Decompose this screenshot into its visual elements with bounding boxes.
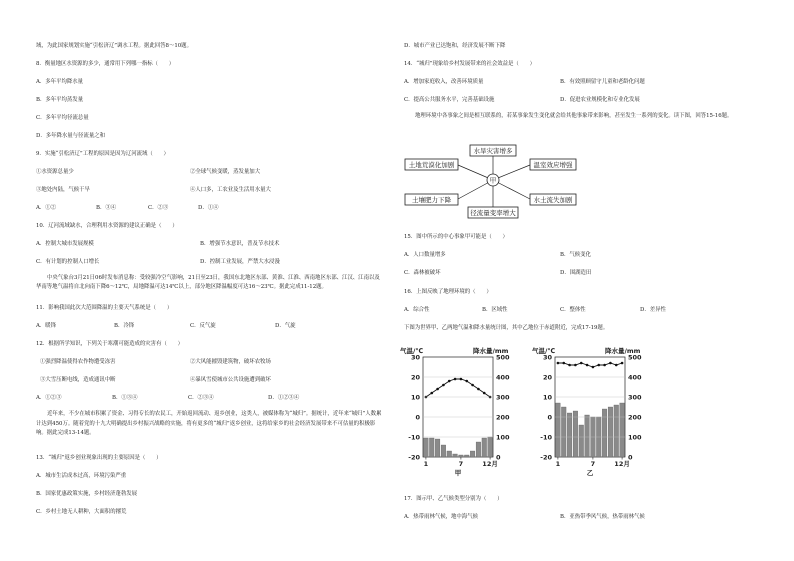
q11-option-d: D．气旋 (275, 323, 296, 329)
node-right-bottom-label: 水土流失加剧 (533, 196, 573, 204)
chart-jia-precip-bar (424, 438, 429, 457)
chart-yi-precip-tick: 400 (628, 373, 642, 382)
chart-yi-precip-bar (620, 403, 625, 457)
chart-jia-temp-point (477, 388, 480, 391)
q16-option-b: B．区域性 (482, 307, 508, 313)
chart-jia-title: 甲 (454, 469, 462, 477)
q8-option-b: B．多年平均蒸发量 (36, 97, 84, 103)
chart-jia-precip-tick: 100 (496, 433, 510, 442)
q10-option-d: D．控制工业发展，严禁大水浸漫 (200, 259, 280, 265)
chart-jia-precip-bar (447, 451, 452, 457)
chart-jia-temp-point (442, 384, 445, 387)
passage-climate: 下图为世界甲、乙两地气温和降水量统计图，其中乙地位于赤道附近，完成17-19题。 (404, 325, 609, 331)
chart-jia-temp-tick: -10 (408, 433, 420, 442)
chart-jia-temp-point (454, 378, 457, 381)
chart-jia-precip-tick: 0 (496, 453, 501, 462)
q17-stem: 17．图示甲、乙气候类型分别为（ ） (404, 496, 503, 502)
chart-yi-temp-point (615, 364, 618, 367)
q13-option-d: D．城市产业已达饱和，经济发展不断下降 (404, 43, 506, 49)
chart-jia-temp-tick: 30 (410, 353, 420, 362)
q9-option-a: A．①② (36, 205, 57, 211)
q9-statement-4: ④人口多，工农业及生活用水量大 (190, 187, 271, 193)
q9-statement-1: ①水资源总量少 (36, 169, 74, 175)
chart-yi-temperature-line (558, 363, 622, 367)
q16-stem: 16．上图反映了地理环境的（ ） (404, 289, 492, 295)
chart-yi-precip-bar (614, 405, 619, 457)
chart-jia-temp-point (471, 384, 474, 387)
climate-chart-jia (398, 340, 518, 480)
q9-option-b: B．③④ (96, 205, 117, 211)
q13-stem: 13．“城归”返乡创业现象出现的主要原因是（ ） (36, 455, 162, 461)
q9-option-c: C．②③ (148, 205, 169, 211)
climate-chart-yi (530, 340, 650, 480)
q16-option-d: D．差异性 (640, 307, 666, 313)
chart-yi-temp-point (580, 362, 583, 365)
chart-yi-temp-tick: -10 (540, 433, 552, 442)
chart-jia-precip-axis-title: 降水量/mm (473, 347, 509, 355)
chart-jia-temp-point (483, 392, 486, 395)
q12-option-c: C．②③④ (188, 395, 214, 401)
chart-jia-temp-tick: 0 (415, 413, 420, 422)
chart-yi-temp-tick: 0 (547, 413, 552, 422)
chart-jia-precip-bar (453, 454, 458, 457)
chart-yi-precip-tick: 100 (628, 433, 642, 442)
q8-option-a: A．多年平均降水量 (36, 79, 84, 85)
chart-yi-x-tick: 12月 (614, 460, 630, 468)
q12-statement-2: ②大风能摧毁建筑物，破坏农牧场 (190, 359, 271, 365)
chart-jia-temp-point (460, 378, 463, 381)
chart-yi-precip-bar (573, 411, 578, 457)
chart-yi-temp-point (586, 364, 589, 367)
q15-option-d: D．围湖造田 (560, 270, 592, 276)
q9-option-d: D．①④ (198, 205, 219, 211)
chart-jia-temp-axis-title: 气温/℃ (400, 347, 424, 355)
chart-yi-temp-tick: 30 (542, 353, 552, 362)
chart-yi-temp-point (568, 364, 571, 367)
node-bottom-label: 径流量变率增大 (470, 209, 516, 217)
q12-statement-3: ③大雪压断电线，造成通讯中断 (40, 377, 116, 383)
chart-jia-precip-bar (429, 438, 434, 457)
chart-yi-precip-axis-title: 降水量/mm (605, 347, 641, 355)
node-right-top-label: 温室效应增强 (533, 161, 573, 169)
q11-option-b: B．冷锋 (114, 323, 135, 329)
q9-statement-3: ③地处内陆，气候干旱 (36, 187, 90, 193)
chart-jia-precip-bar (476, 442, 481, 457)
chart-jia-x-tick: 1 (423, 460, 429, 468)
q10-option-c: C．有计划的控制人口增长 (36, 259, 100, 265)
q10-option-a: A．控制大城市发展规模 (36, 241, 94, 247)
chart-jia-temp-point (465, 380, 468, 383)
q12-statement-4: ④暴风雪使城市公共设施遭到破坏 (190, 377, 271, 383)
node-left-bottom-label: 土壤肥力下降 (412, 196, 451, 204)
chart-yi-precip-bar (585, 415, 590, 457)
node-center-label: 甲 (489, 176, 497, 185)
chart-yi-precip-tick: 200 (628, 413, 642, 422)
chart-yi-temp-tick: -20 (540, 453, 552, 462)
chart-yi-temp-point (597, 364, 600, 367)
chart-yi-precip-bar (579, 425, 584, 457)
node-left-top-label: 土地荒漠化加剧 (408, 161, 455, 169)
q10-option-b: B．增强节水意识，普及节水技术 (200, 241, 280, 247)
q13-option-c: C．乡村土地无人耕种，大面积的撂荒 (36, 509, 127, 515)
chart-jia-precip-bar (470, 451, 475, 457)
q14-option-c: C．提高公共服务水平，完善基础设施 (404, 97, 495, 103)
q12-option-d: D．①②③④ (268, 395, 300, 401)
q8-option-d: D．多年降水量与径流量之和 (36, 133, 106, 139)
chart-yi-temp-point (603, 364, 606, 367)
passage-city-return: 近年来，不少在城市积累了资金、习得专长的农民工，开始返回流动、返乡创业，这类人，被媒体称为“城归”。据统计，近年来“城归”人数累计达到450万。随着党的十九大明确提出乡村振兴战略的实施，将有更多的“城归”返乡创业，这将给家乡的社会经济发展带来不可估量的积极影响。据此完成13-14题。 (36, 411, 382, 436)
q12-stem: 12．根据所学知识，下列关于寒潮可能造成的灾害有（ ） (36, 341, 184, 347)
q12-statement-1: ①强烈降温使得农作物遭受冻害 (40, 359, 116, 365)
relationship-diagram (400, 142, 573, 222)
passage-cold-wave: 中央气象台3月21日06时发布消息称：受较强冷空气影响，21日至23日，我国东北地区东部、黄淮、江淮、西南地区东部、江汉、江南以及华南等地气温将自北向南下降6～12℃，局地降温可达14℃以上，部分地区降温幅度可达16～23℃。据此完成11-12题。 (36, 275, 380, 290)
chart-jia-precip-bar (441, 445, 446, 457)
passage-environment: 地理环境中各事象之间是相互联系的，若某事象发生变化就会给其他事象带来影响，甚至发生一系列的变化。读下图，回答15-16题。 (415, 113, 733, 119)
chart-yi-precip-tick: 300 (628, 393, 642, 402)
chart-yi-precip-bar (561, 407, 566, 457)
chart-jia-temp-point (436, 388, 439, 391)
chart-yi-temp-point (592, 366, 595, 369)
chart-jia-precip-bar (464, 455, 469, 457)
q16-option-c: C．整体性 (560, 307, 586, 313)
chart-yi-temp-tick: 20 (542, 373, 552, 382)
chart-yi-temp-point (621, 362, 624, 365)
q15-option-c: C．森林被破坏 (404, 270, 441, 276)
chart-jia-temp-tick: 10 (410, 393, 420, 402)
chart-yi-precip-bar (608, 407, 613, 457)
chart-yi-temp-tick: 10 (542, 393, 552, 402)
q12-option-a: A．①②③ (36, 395, 62, 401)
chart-jia-precip-tick: 200 (496, 413, 510, 422)
chart-yi-temp-point (557, 362, 560, 365)
q9-statement-2: ②全球气候变暖，蒸发量加大 (190, 169, 261, 175)
chart-jia-x-tick: 12月 (482, 460, 498, 468)
q8-option-c: C．多年平均径流总量 (36, 115, 89, 121)
chart-yi-precip-bar (556, 403, 561, 457)
chart-yi-temp-point (609, 362, 612, 365)
q15-stem: 15．图中所示的中心事象甲可能是（ ） (404, 234, 508, 240)
q13-option-a: A．城市生活成本过高，环境污染严重 (36, 473, 127, 479)
intro-tail: 域，为此国家规划实施“引松济辽”调水工程。据此回答8～10题。 (36, 43, 192, 49)
chart-jia-temp-point (448, 380, 451, 383)
q14-option-a: A．增加家庭收入，改善环境质量 (404, 79, 484, 85)
chart-yi-x-tick: 1 (555, 460, 561, 468)
q12-option-b: B．①③④ (112, 395, 138, 401)
chart-jia-temp-tick: 20 (410, 373, 420, 382)
chart-yi-precip-tick: 500 (628, 353, 642, 362)
chart-yi-temp-axis-title: 气温/℃ (532, 347, 556, 355)
chart-jia-precip-bar (435, 439, 440, 457)
chart-yi-precip-tick: 0 (628, 453, 633, 462)
q16-option-a: A．综合性 (404, 307, 430, 313)
chart-jia-temp-tick: -20 (408, 453, 420, 462)
q10-stem: 10．辽河流域缺水，合理利用水资源的建议正确是（ ） (36, 223, 178, 229)
q14-stem: 14．“城归”现象给乡村发展带来的社会效益是（ ） (404, 61, 535, 67)
q8-stem: 8．衡量地区水资源的多少，通常用下列哪一指标（ ） (36, 61, 175, 67)
chart-jia-precip-tick: 500 (496, 353, 510, 362)
q11-option-a: A．暖锋 (36, 323, 57, 329)
q15-option-a: A．人口数量增多 (404, 252, 446, 258)
chart-yi-precip-bar (602, 409, 607, 457)
chart-jia-temp-point (430, 392, 433, 395)
node-top-label: 水旱灾害增多 (473, 147, 513, 155)
q14-option-d: D．促进农业规模化和专业化发展 (560, 97, 640, 103)
chart-yi-temp-point (574, 364, 577, 367)
chart-jia-precip-bar (482, 438, 487, 457)
q13-option-b: B．国家优惠政策实施，乡村经济蓬勃发展 (36, 491, 137, 497)
q15-option-b: B．气候变化 (560, 252, 591, 258)
chart-jia-x-tick: 7 (458, 460, 464, 468)
q17-option-a: A．热带雨林气候，地中海气候 (404, 514, 478, 520)
chart-yi-precip-bar (567, 413, 572, 457)
chart-yi-title: 乙 (586, 469, 594, 477)
chart-jia-precip-bar (488, 437, 493, 457)
q11-option-c: C．反气旋 (190, 323, 216, 329)
q17-option-b: B．亚热带季风气候，热带雨林气候 (560, 514, 645, 520)
chart-yi-x-tick: 7 (590, 460, 596, 468)
chart-jia-precip-tick: 400 (496, 373, 510, 382)
q11-stem: 11．影响我国此次大范围降温的主要天气系统是（ ） (36, 305, 173, 311)
chart-jia-temperature-line (426, 379, 490, 397)
chart-jia-precip-tick: 300 (496, 393, 510, 402)
chart-yi-temp-point (562, 362, 565, 365)
chart-jia-precip-bar (459, 455, 464, 457)
q14-option-b: B．有效照顾留守儿童和老龄化问题 (560, 79, 645, 85)
q9-stem: 9．实施“引松济辽”工程的原因是因为辽河流域（ ） (36, 151, 169, 157)
